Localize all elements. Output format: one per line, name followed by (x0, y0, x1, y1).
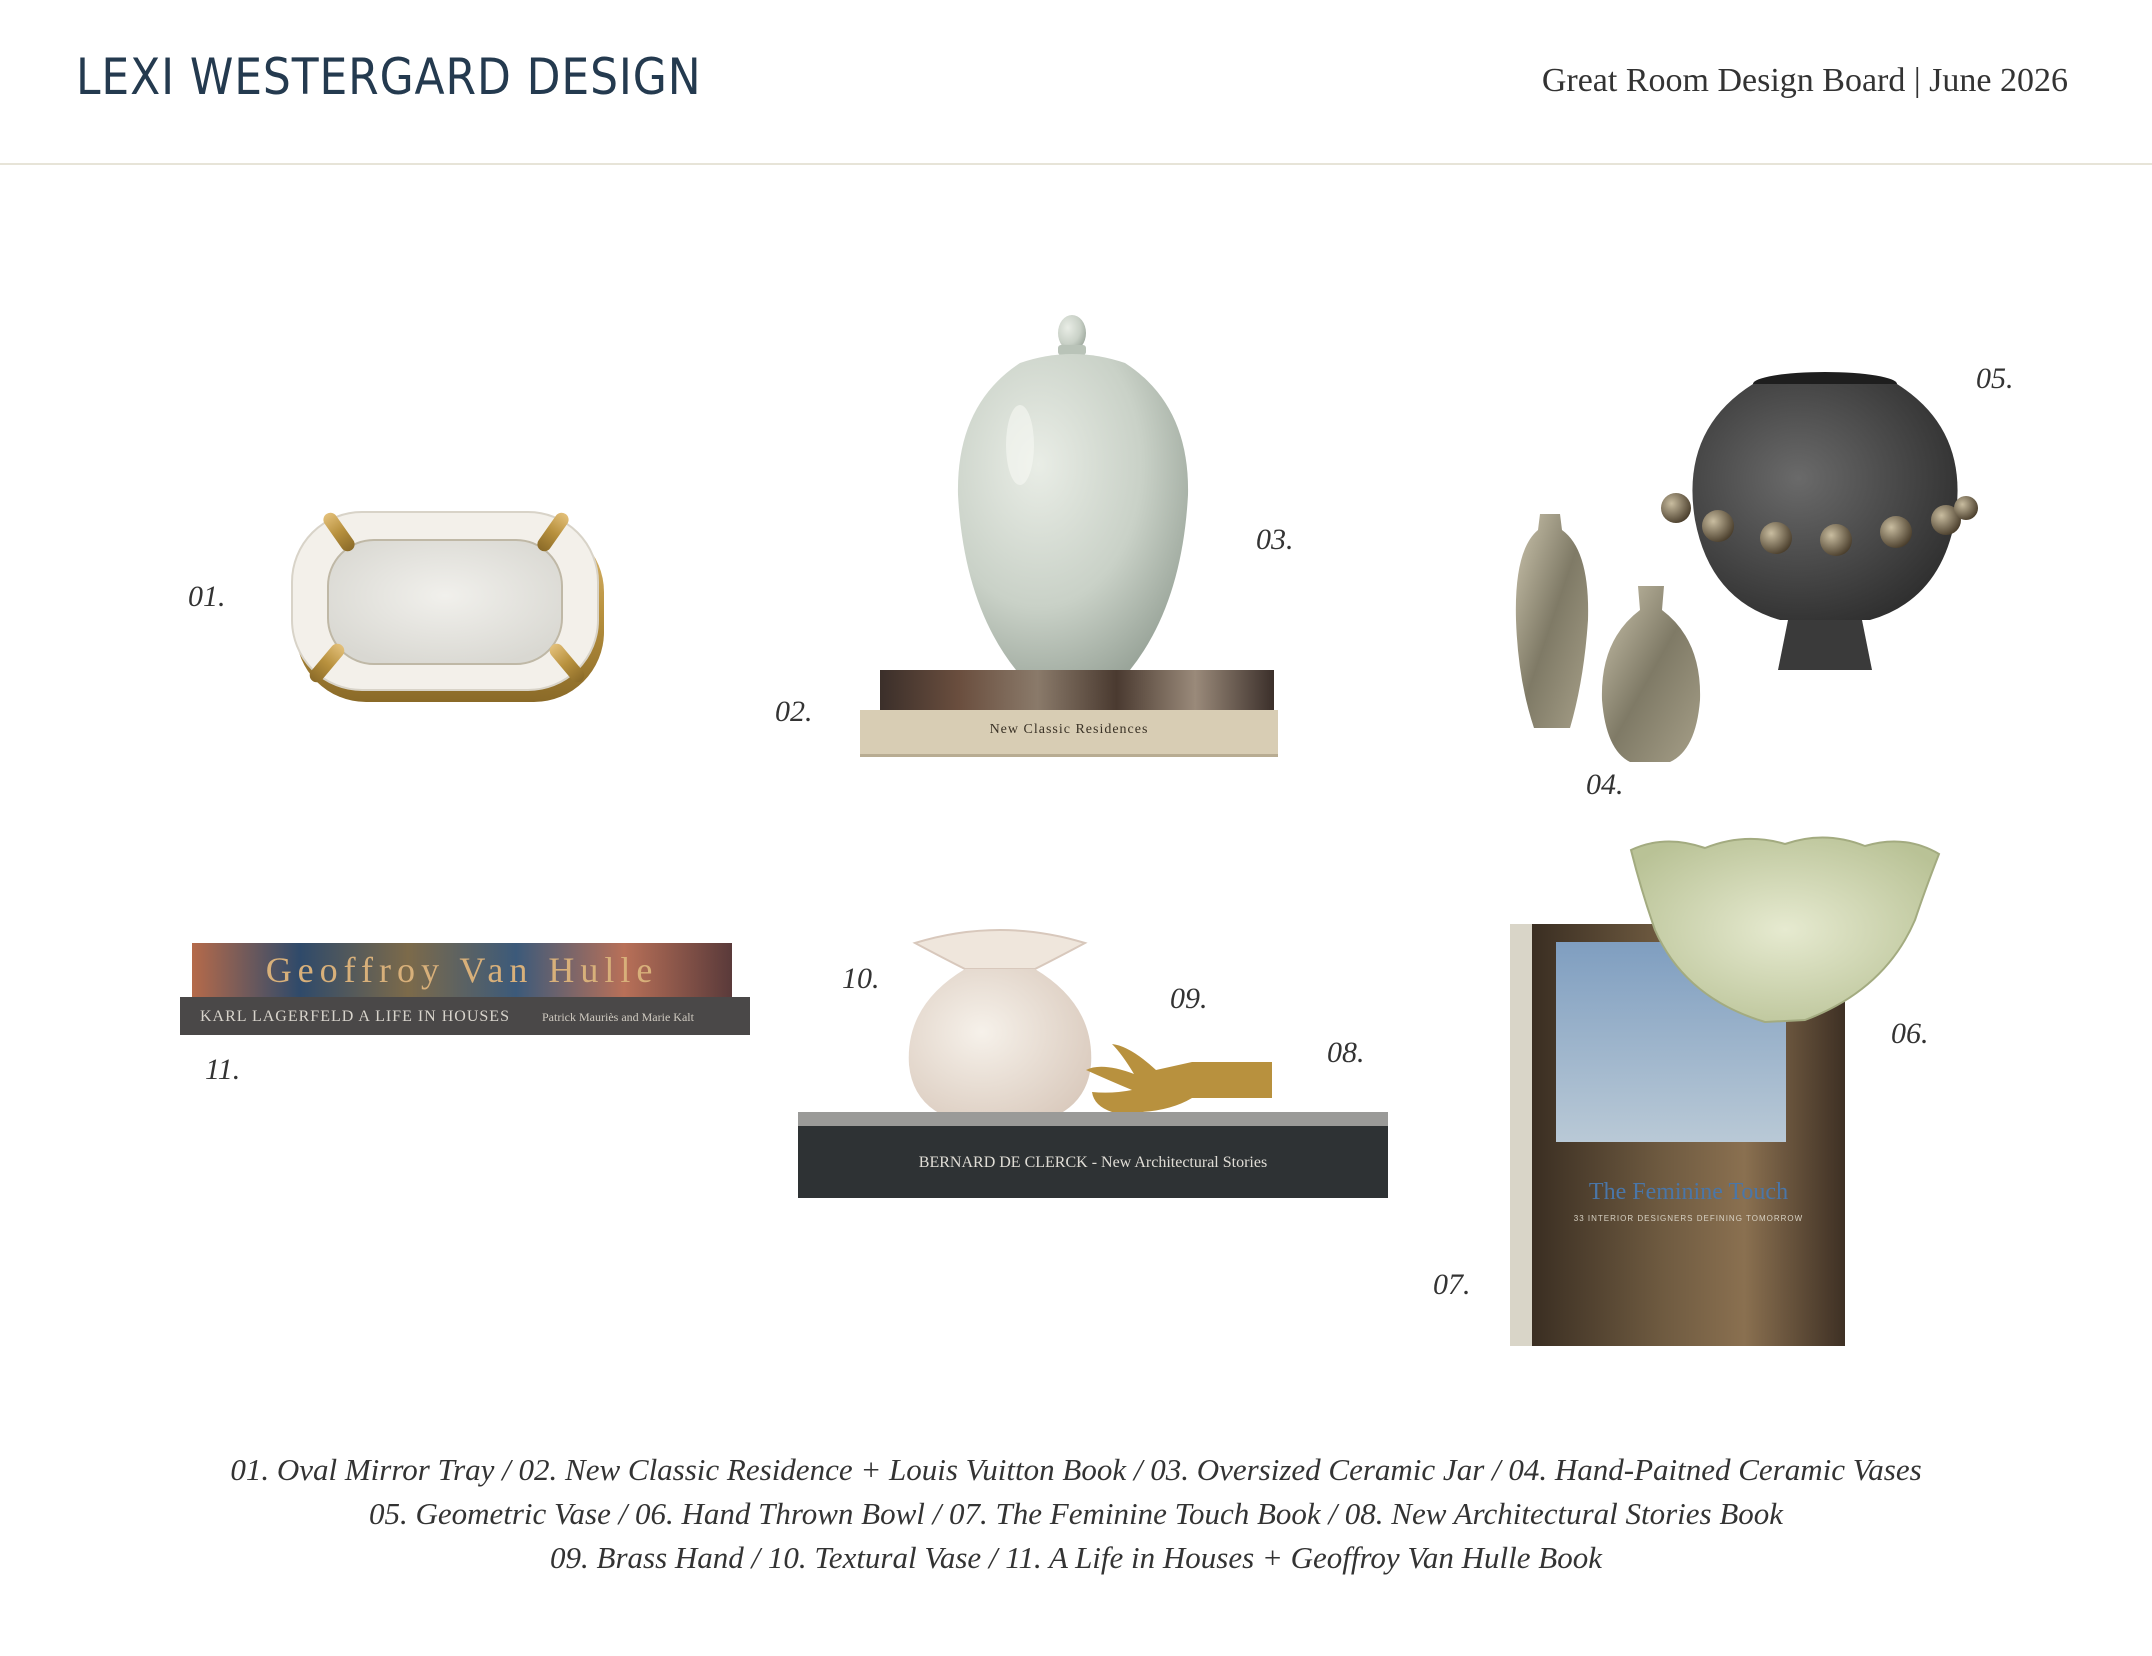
karl-lagerfeld-book (180, 997, 750, 1035)
item-label-10: 10. (842, 962, 880, 995)
item-label-03: 03. (1256, 523, 1294, 556)
hand-thrown-bowl-image (1625, 830, 1945, 1030)
feminine-touch-title: The Feminine Touch (1588, 1179, 1789, 1205)
item-caption (0, 1448, 2152, 1580)
item-label-02: 02. (775, 695, 813, 728)
geometric-vase-image (1660, 370, 1980, 675)
book-stack-11 (180, 943, 750, 1038)
lagerfeld-title-text: KARL LAGERFELD A LIFE IN HOUSES (200, 1008, 510, 1025)
new-classic-residences-spine-text: New Classic Residences (989, 722, 1149, 737)
item-label-04: 04. (1586, 768, 1624, 801)
item-label-11: 11. (205, 1053, 241, 1086)
geoffroy-van-hulle-spine-text: Geoffroy Van Hulle (265, 950, 659, 990)
board-title: Great Room Design Board | June 2026 (1541, 62, 2068, 99)
caption-line-3: 09. Brass Hand / 10. Textural Vase / 11. A Life in Houses + Geoffroy Van Hulle Book (550, 1540, 1602, 1575)
caption-line-2: 05. Geometric Vase / 06. Hand Thrown Bowl / 07. The Feminine Touch Book / 08. New Architectural Stories Book (368, 1496, 1784, 1531)
header-divider (0, 163, 2152, 165)
brand-logo: LEXI WESTERGARD DESIGN (76, 48, 702, 106)
caption-line-1: 01. Oval Mirror Tray / 02. New Classic Residence + Louis Vuitton Book / 03. Oversized Ceramic Jar / 04. Hand-Paitned Ceramic Vases (230, 1452, 1922, 1487)
geoffroy-van-hulle-book (192, 943, 732, 997)
new-architectural-stories-book (798, 1112, 1388, 1198)
new-classic-residences-book (860, 710, 1278, 757)
lagerfeld-authors-text: Patrick Mauriès and Marie Kalt (542, 1010, 694, 1024)
textural-vase-image (905, 925, 1095, 1130)
item-label-08: 08. (1327, 1036, 1365, 1069)
bernard-de-clerck-spine-text: BERNARD DE CLERCK - New Architectural Stories (918, 1154, 1268, 1171)
item-label-06: 06. (1891, 1017, 1929, 1050)
ceramic-jar-image (950, 315, 1195, 675)
book-stack-02 (860, 670, 1278, 754)
feminine-touch-subtitle: 33 INTERIOR DESIGNERS DEFINING TOMORROW (1573, 1214, 1804, 1223)
brass-hand-image (1082, 1040, 1272, 1120)
oval-mirror-tray-image (290, 500, 610, 710)
item-label-07: 07. (1433, 1268, 1471, 1301)
item-label-05: 05. (1976, 362, 2014, 395)
item-label-09: 09. (1170, 982, 1208, 1015)
louis-vuitton-book (880, 670, 1274, 710)
item-label-01: 01. (188, 580, 226, 613)
